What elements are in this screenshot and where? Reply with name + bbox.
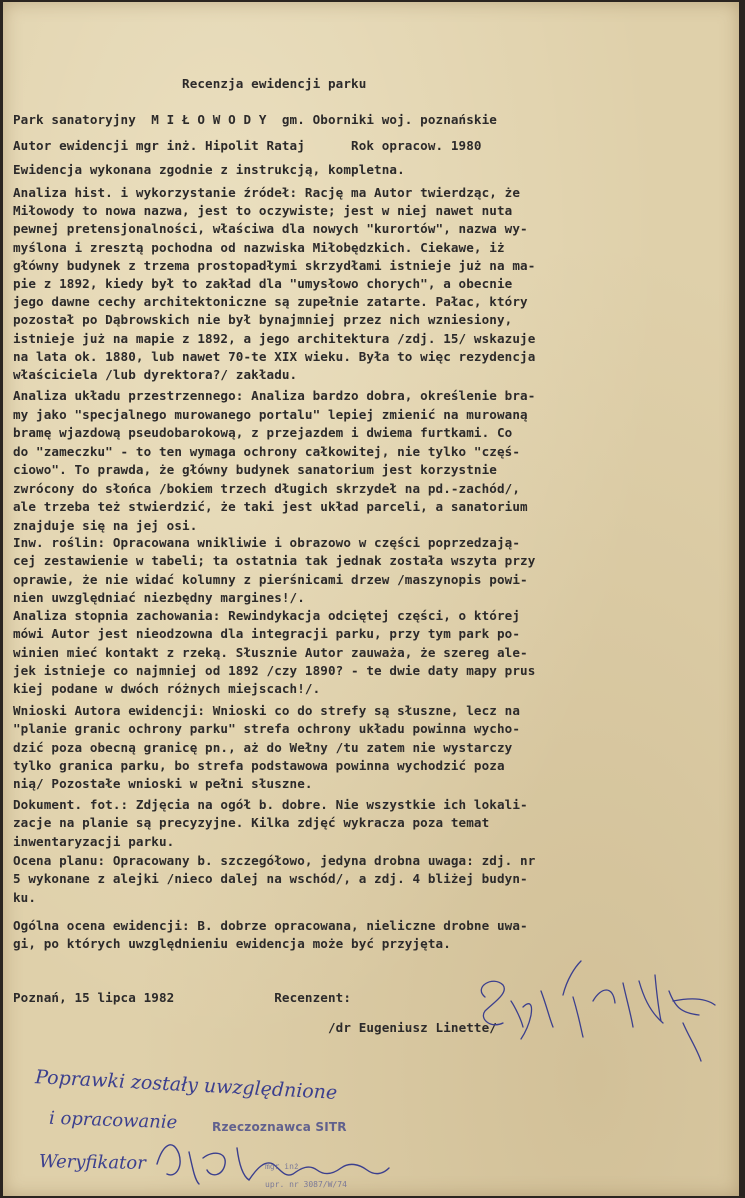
document-page: [3, 2, 739, 1196]
paragraph-photo-documentation: Dokument. fot.: Zdjęcia na ogół b. dobre. Nie wszystkie ich lokali- zacje na planie są precyzyjne. Kilka zdjęć wykracza poza temat inwentaryzacji parku.: [13, 797, 528, 849]
paragraph-spatial-analysis: Analiza układu przestrzennego: Analiza bardzo dobra, określenie bra- my jako "specjalnego murowanego portalu" lepiej zmienić na murowaną bramę wjazdową pseudobarokową, z przejazdem i dwiema furtkami. Co do "zameczku" - to ten wymaga ochrony całkowitej, nie tylko "częś- ciowo". To prawda, że główny budynek sanatorium jest korzystnie zwrócony do słońca /bokiem trzech długich skrzydeł na pd.-zachód/, ale trzeba też stwierdzić, że taki jest układ parceli, a sanatorium znajduje się na jej osi.: [13, 388, 536, 533]
stamp-number: upr. nr 3087/W/74: [265, 1180, 347, 1189]
stamp-title: Rzeczoznawca SITR: [212, 1120, 347, 1134]
place-date: Poznań, 15 lipca 1982: [13, 990, 175, 1005]
review-title-text: Recenzja ewidencji parku: [182, 76, 367, 91]
paragraph-preservation-analysis: Analiza stopnia zachowania: Rewindykacja odciętej części, o której mówi Autor jest nieodzowna dla integracji parku, przy tym park po- winien mieć kontakt z rzeką. Słusznie Autor zauważa, że szereg ale- jek istnieje co najmniej od 1892 /czy 1890? - te dwie daty mapy prus kiej podane w dwóch różnych miejscach!/.: [13, 608, 536, 697]
reviewer-signature: [463, 957, 723, 1067]
review-title: [13, 74, 729, 94]
reviewer-label: Recenzent:: [274, 990, 352, 1005]
author-header-line: Autor ewidencji mgr inż. Hipolit Rataj Rok opracow. 1980: [13, 138, 482, 153]
paragraph-plant-inventory: Inw. roślin: Opracowana wnikliwie i obrazowo w części poprzedzają- cej zestawienie w tabeli; ta ostatnia tak jednak została wszyta przy oprawie, że nie widać kolumny z pierśnicami drzew /maszynopis powi- nien uwzględniać niezbędny margines!/.: [13, 535, 536, 605]
paragraph-overall-assessment: Ogólna ocena ewidencji: B. dobrze opracowana, nieliczne drobne uwa- gi, po których uwzględnieniu ewidencja może być przyjęta.: [13, 918, 528, 952]
stamp-name: mgr inż.: [265, 1162, 304, 1171]
handwritten-note-line2: i opracowanie: [48, 1107, 178, 1134]
handwritten-note-line3: Weryfikator: [38, 1151, 146, 1174]
paragraph-historical-analysis: Analiza hist. i wykorzystanie źródeł: Rację ma Autor twierdząc, że Miłowody to nowa nazwa, jest to oczywiste; jest w niej nawet nuta pewnej pretensjonalności, właściwa dla nowych "kurortów", nazwa wy- myślona i zresztą pochodna od nazwiska Miłobędzkich. Ciekawe, iż główny budynek z trzema prostopadłymi skrzydłami istnieje już na ma- pie z 1892, kiedy był to zakład dla "umysłowo chorych", a obecnie jego dawne cechy architektoniczne są zupełnie zatarte. Pałac, który pozostał po Dąbrowskich nie był bynajmniej przez nich wzniesiony, istnieje już na mapie z 1892, a jego architektura /zdj. 15/ wskazuje na lata ok. 1880, lub nawet 70-te XIX wieku. Była to więc rezydencja właściciela /lub dyrektora?/ zakładu.: [13, 185, 536, 383]
handwritten-note-line1: Poprawki zostały uwzględnione: [34, 1066, 338, 1104]
paragraph-plan-assessment: Ocena planu: Opracowany b. szczegółowo, jedyna drobna uwaga: zdj. nr 5 wykonane z alejki /nieco dalej na wschód/, a zdj. 4 bliżej budyn- ku.: [13, 853, 536, 905]
reviewer-name: /dr Eugeniusz Linette/: [327, 1020, 497, 1035]
completeness-line: Ewidencja wykonana zgodnie z instrukcją, kompletna.: [13, 162, 405, 177]
park-header-line: Park sanatoryjny M I Ł O W O D Y gm. Oborniki woj. poznańskie: [13, 112, 497, 127]
paragraph-author-conclusions: Wnioski Autora ewidencji: Wnioski co do strefy są słuszne, lecz na "planie granic ochrony parku" strefa ochrony układu powinna wycho- dzić poza obecną granicę pn., aż do Wełny /tu zatem nie wystarczy tylko granica parku, bo strefa podstawowa powinna wychodzić poza nią/ Pozostałe wnioski w pełni słuszne.: [13, 703, 521, 792]
